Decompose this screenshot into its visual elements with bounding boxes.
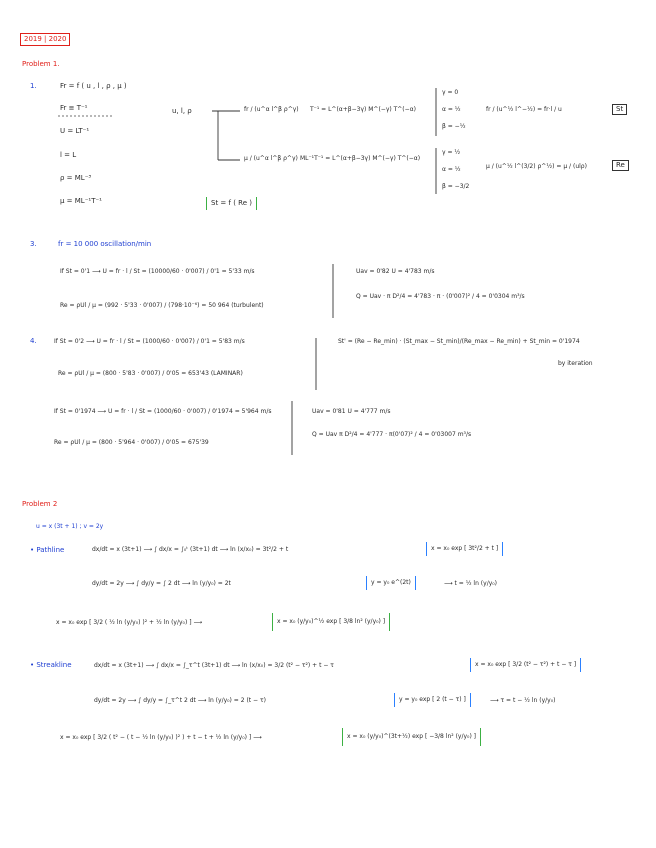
p3-heading: fr = 10 000 oscillation/min — [58, 240, 152, 248]
p3-right-1: Uav = 0'82 U = 4'783 m/s — [356, 268, 435, 275]
problem-1-title: Problem 1. — [22, 60, 60, 68]
pathline-y-result: y = y₀ e^(2t) — [366, 576, 416, 590]
streakline-x-result: x = x₀ exp [ 3/2 (t² − τ²) + t − τ ] — [470, 658, 581, 672]
p3-line-1: If St = 0'1 ⟶ U = fr · l / St = (10000/60 · 0'007) / 0'1 = 5'33 m/s — [60, 268, 255, 275]
streakline-title: • Streakline — [30, 661, 72, 669]
p4-iteration-note: by iteration — [558, 360, 593, 367]
p1-top-dim: T⁻¹ = L^(α+β−3γ) M^(−γ) T^(−α) — [310, 106, 416, 113]
p1-bottom-dim: ML⁻¹T⁻¹ = L^(α+β−3γ) M^(−γ) T^(−α) — [300, 155, 421, 162]
pathline-eq-1: dx/dt = x (3t+1) ⟶ ∫ dx/x = ∫₀ᵗ (3t+1) dt ⟶ ln (x/x₀) = 3t²/2 + t — [92, 546, 289, 553]
streakline-y-result: y = y₀ exp [ 2 (t − τ) ] — [394, 693, 471, 707]
p3-right-2: Q = Uav · π D²/4 = 4'783 · π · (0'007)² / 4 = 0'0304 m³/s — [356, 293, 525, 300]
p1-repeating-vars: u, l, ρ — [172, 107, 192, 115]
p1-number: 1. — [30, 82, 37, 90]
p1-top-group: fr / (u^α l^β ρ^γ) — [244, 106, 299, 113]
p1-main-equation: Fr = f ( u , l , ρ , μ ) — [60, 82, 127, 90]
p4-right-3: Uav = 0'81 U = 4'777 m/s — [312, 408, 391, 415]
p4-line-3: If St = 0'1974 ⟶ U = fr · l / St = (1000/60 · 0'007) / 0'1974 = 5'964 m/s — [54, 408, 272, 415]
p1-dim-4: μ = ML⁻¹T⁻¹ — [60, 197, 102, 205]
p1-top-sol-0: γ = 0 — [442, 89, 459, 96]
p1-dim-2: l = L — [60, 151, 77, 159]
p4-line-1: If St = 0'2 ⟶ U = fr · l / St = (1000/60 · 0'007) / 0'1 = 5'83 m/s — [54, 338, 245, 345]
p3-number: 3. — [30, 240, 37, 248]
problem-2-title: Problem 2 — [22, 500, 58, 508]
p4-number: 4. — [30, 337, 37, 345]
streakline-eq-2: dy/dt = 2y ⟶ ∫ dy/y = ∫_τ^t 2 dt ⟶ ln (y/y₀) = 2 (t − τ) — [94, 697, 266, 704]
re-result-box: Re — [612, 160, 629, 171]
p1-dim-0: Fr ≡ T⁻¹ — [60, 104, 88, 112]
pathline-t-relation: ⟶ t = ½ ln (y/y₀) — [444, 580, 498, 587]
p1-dim-1: U = LT⁻¹ — [60, 127, 90, 135]
p1-bottom-sol-0: γ = ½ — [442, 149, 461, 156]
pathline-eq-3: x = x₀ exp [ 3/2 ( ½ ln (y/y₀) )² + ½ ln (y/y₀) ] ⟶ — [56, 619, 203, 626]
pathline-x-result: x = x₀ exp [ 3t²/2 + t ] — [426, 542, 503, 556]
streakline-eq-1: dx/dt = x (3t+1) ⟶ ∫ dx/x = ∫_τ^t (3t+1) dt ⟶ ln (x/x₀) = 3/2 (t² − τ²) + t − τ — [94, 662, 334, 669]
st-result-box: St — [612, 104, 627, 115]
pathline-eq-2: dy/dt = 2y ⟶ ∫ dy/y = ∫ 2 dt ⟶ ln (y/y₀) = 2t — [92, 580, 231, 587]
st-re-relation: St = f ( Re ) — [206, 197, 257, 210]
p2-given: u = x (3t + 1) ; v = 2y — [36, 523, 104, 530]
p1-top-sol-1: α = ½ — [442, 106, 461, 113]
p4-line-4: Re = ρUl / μ = (800 · 5'964 · 0'007) / 0'05 = 675'39 — [54, 439, 209, 446]
p1-bottom-sol-1: α = ½ — [442, 166, 461, 173]
streakline-tau-relation: ⟶ τ = t − ½ ln (y/y₀) — [490, 697, 556, 704]
pathline-final-result: x = x₀ (y/y₀)^½ exp [ 3/8 ln² (y/y₀) ] — [272, 613, 390, 631]
p1-top-result: fr / (u^½ l^−½) = fr·l / u — [486, 106, 562, 113]
p1-top-sol-2: β = −½ — [442, 123, 466, 130]
streakline-eq-3: x = x₀ exp [ 3/2 ( t² − ( t − ½ ln (y/y₀) )² ) + t − t + ½ ln (y/y₀) ] ⟶ — [60, 734, 262, 741]
p4-line-2: Re = ρUl / μ = (800 · 5'83 · 0'007) / 0'05 = 653'43 (LAMINAR) — [58, 370, 243, 377]
p4-right-1: St' = (Re − Re_min) · (St_max − St_min)/(Re_max − Re_min) + St_min = 0'1974 — [338, 338, 580, 345]
pathline-title: • Pathline — [30, 546, 65, 554]
p1-dim-3: ρ = ML⁻³ — [60, 174, 92, 182]
year-badge: 2019 | 2020 — [20, 33, 70, 46]
p1-bottom-result: μ / (u^½ l^(3/2) ρ^½) = μ / (ulρ) — [486, 163, 587, 170]
streakline-final-result: x = x₀ (y/y₀)^(3t+½) exp [ −3/8 ln² (y/y₀) ] — [342, 728, 481, 746]
p4-right-4: Q = Uav π D²/4 = 4'777 · π(0'07)² / 4 = 0'03007 m³/s — [312, 431, 472, 438]
p1-bottom-sol-2: β = −3/2 — [442, 183, 470, 190]
p1-bottom-group: μ / (u^α l^β ρ^γ) — [244, 155, 298, 162]
p3-line-2: Re = ρUl / μ = (992 · 5'33 · 0'007) / (798·10⁻⁶) = 50 964 (turbulent) — [60, 302, 264, 309]
